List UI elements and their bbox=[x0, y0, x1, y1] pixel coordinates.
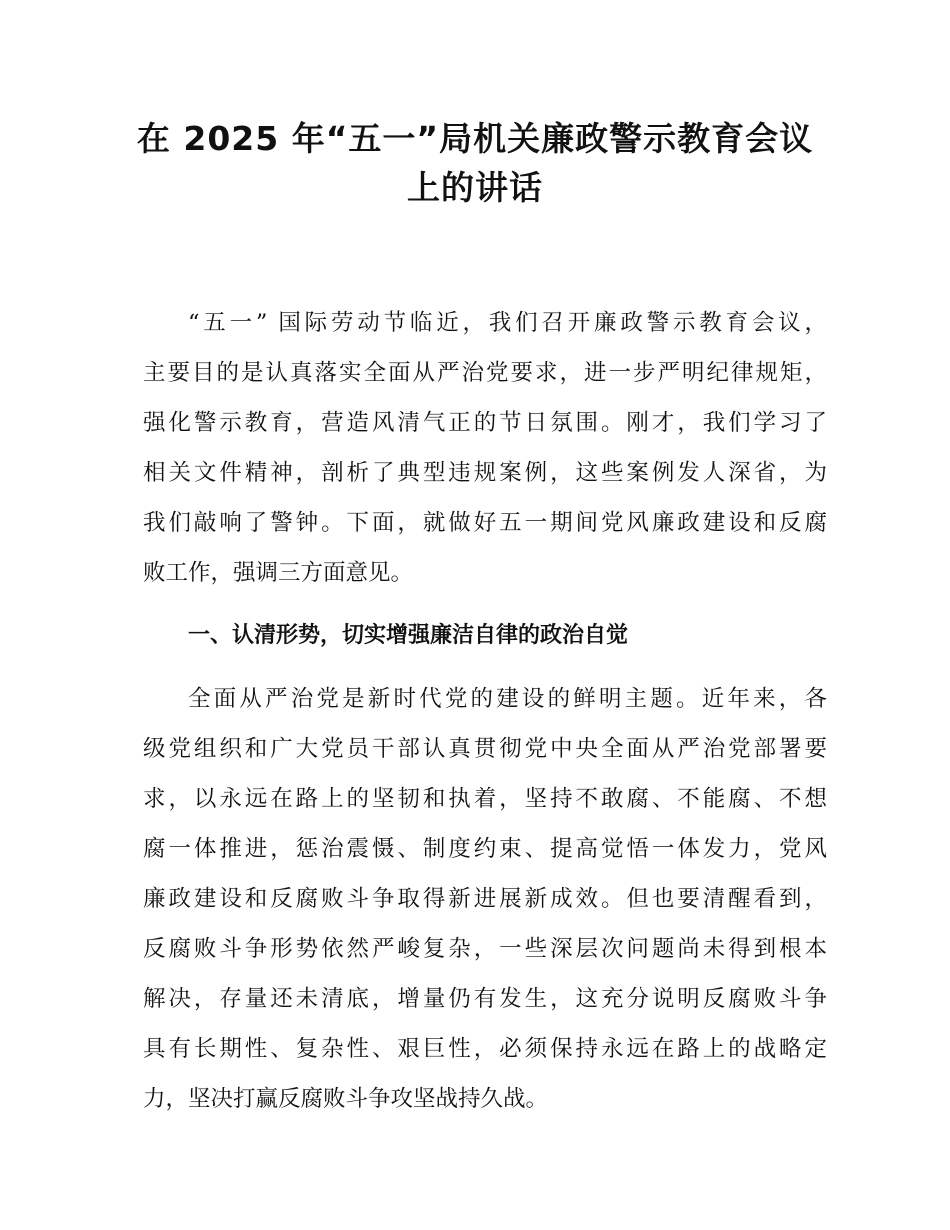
paragraph-2-line: 解决，存量还未清底，增量仍有发生，这充分说明反腐败斗争 bbox=[143, 986, 827, 1012]
paragraph-2-line: 级党组织和广大党员干部认真贯彻党中央全面从严治党部署要 bbox=[143, 736, 827, 762]
paragraph-2-line: 具有长期性、复杂性、艰巨性，必须保持永远在路上的战略定 bbox=[143, 1036, 827, 1062]
paragraph-1-line: “五一” 国际劳动节临近，我们召开廉政警示教育会议， bbox=[188, 310, 827, 336]
paragraph-2-line: 全面从严治党是新时代党的建设的鲜明主题。近年来，各 bbox=[188, 686, 827, 712]
paragraph-1-line: 强化警示教育，营造风清气正的节日氛围。刚才，我们学习了 bbox=[143, 410, 827, 436]
paragraph-1-line: 败工作，强调三方面意见。 bbox=[143, 560, 414, 586]
paragraph-2-line: 廉政建设和反腐败斗争取得新进展新成效。但也要清醒看到， bbox=[143, 886, 827, 912]
paragraph-1-line: 我们敲响了警钟。下面，就做好五一期间党风廉政建设和反腐 bbox=[143, 510, 827, 536]
document-title-line-2: 上的讲话 bbox=[407, 168, 543, 207]
paragraph-2-line: 腐一体推进，惩治震慑、制度约束、提高觉悟一体发力，党风 bbox=[143, 836, 827, 862]
document-title-line-1: 在 2025 年“五一”局机关廉政警示教育会议 bbox=[136, 119, 814, 158]
paragraph-2-line: 力，坚决打赢反腐败斗争攻坚战持久战。 bbox=[143, 1086, 549, 1112]
paragraph-2-line: 反腐败斗争形势依然严峻复杂，一些深层次问题尚未得到根本 bbox=[143, 936, 827, 962]
paragraph-1-line: 主要目的是认真落实全面从严治党要求，进一步严明纪律规矩， bbox=[143, 360, 827, 386]
section-1-heading: 一、认清形势，切实增强廉洁自律的政治自觉 bbox=[188, 623, 629, 648]
paragraph-2-line: 求，以永远在路上的坚韧和执着，坚持不敢腐、不能腐、不想 bbox=[143, 786, 827, 812]
paragraph-1-line: 相关文件精神，剖析了典型违规案例，这些案例发人深省，为 bbox=[143, 460, 827, 486]
